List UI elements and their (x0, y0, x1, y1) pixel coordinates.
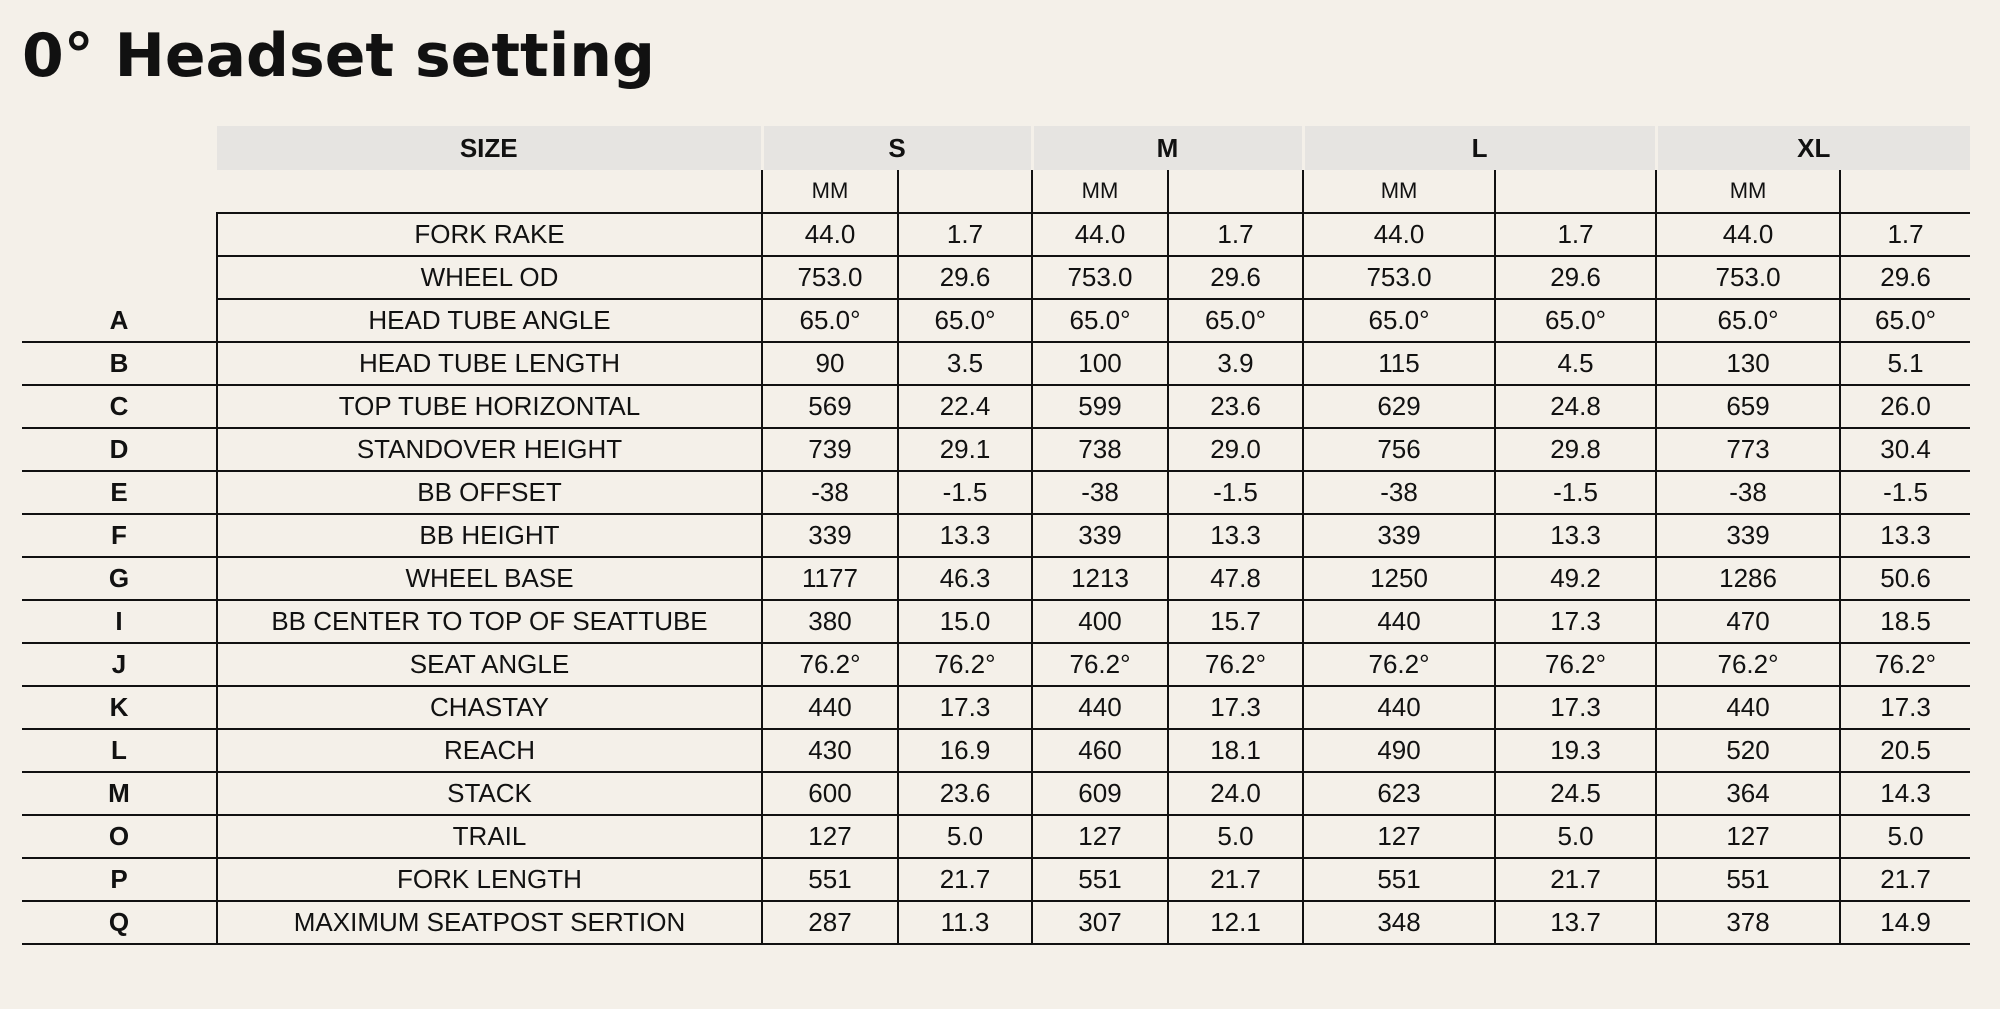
value-second-cell: 21.7 (1168, 858, 1303, 901)
row-letter: L (22, 729, 217, 772)
value-mm-cell: 307 (1032, 901, 1168, 944)
value-second-cell: 65.0° (898, 299, 1032, 342)
value-second-cell: 17.3 (1168, 686, 1303, 729)
value-mm-cell: 773 (1656, 428, 1840, 471)
value-mm-cell: -38 (1032, 471, 1168, 514)
value-mm-cell: 364 (1656, 772, 1840, 815)
value-second-cell: 46.3 (898, 557, 1032, 600)
value-mm-cell: 65.0° (1656, 299, 1840, 342)
value-second-cell: 1.7 (1495, 213, 1656, 256)
table-row (22, 901, 1970, 944)
value-mm-cell: 287 (762, 901, 898, 944)
value-mm-cell: 460 (1032, 729, 1168, 772)
value-second-cell: 65.0° (1495, 299, 1656, 342)
value-mm-cell: 551 (1303, 858, 1495, 901)
value-mm-cell: 65.0° (762, 299, 898, 342)
value-second-cell: 15.7 (1168, 600, 1303, 643)
unit-blank-cell (22, 170, 217, 213)
row-letter: M (22, 772, 217, 815)
row-letter: F (22, 514, 217, 557)
value-mm-cell: 609 (1032, 772, 1168, 815)
value-mm-cell: 551 (762, 858, 898, 901)
value-second-cell: 29.6 (1840, 256, 1970, 299)
row-letter (22, 256, 217, 299)
value-second-cell: 65.0° (1168, 299, 1303, 342)
value-mm-cell: 44.0 (1303, 213, 1495, 256)
row-measurement-name: FORK RAKE (217, 213, 762, 256)
value-mm-cell: 65.0° (1032, 299, 1168, 342)
row-letter: P (22, 858, 217, 901)
value-mm-cell: 629 (1303, 385, 1495, 428)
value-second-cell: 13.3 (1840, 514, 1970, 557)
row-letter: C (22, 385, 217, 428)
value-mm-cell: 490 (1303, 729, 1495, 772)
row-letter: Q (22, 901, 217, 944)
value-mm-cell: 380 (762, 600, 898, 643)
unit-row (22, 170, 1970, 213)
value-mm-cell: 339 (1032, 514, 1168, 557)
value-second-cell: 26.0 (1840, 385, 1970, 428)
row-letter: K (22, 686, 217, 729)
unit-mm-label: MM (762, 170, 898, 213)
unit-mm-label: MM (1303, 170, 1495, 213)
row-measurement-name: STANDOVER HEIGHT (217, 428, 762, 471)
value-second-cell: 30.4 (1840, 428, 1970, 471)
value-mm-cell: 339 (1303, 514, 1495, 557)
row-letter (22, 213, 217, 256)
value-second-cell: 24.5 (1495, 772, 1656, 815)
value-mm-cell: 569 (762, 385, 898, 428)
size-xl-header: XL (1656, 126, 1970, 170)
value-second-cell: 5.0 (1168, 815, 1303, 858)
value-second-cell: 1.7 (898, 213, 1032, 256)
value-second-cell: 14.9 (1840, 901, 1970, 944)
value-second-cell: 13.3 (1495, 514, 1656, 557)
table-row (22, 557, 1970, 600)
value-mm-cell: 348 (1303, 901, 1495, 944)
value-mm-cell: 1286 (1656, 557, 1840, 600)
value-second-cell: -1.5 (1495, 471, 1656, 514)
value-mm-cell: -38 (1303, 471, 1495, 514)
unit-second-label (898, 170, 1032, 213)
unit-name-cell (217, 170, 762, 213)
value-second-cell: 23.6 (1168, 385, 1303, 428)
value-mm-cell: 1250 (1303, 557, 1495, 600)
value-second-cell: 24.0 (1168, 772, 1303, 815)
row-measurement-name: TRAIL (217, 815, 762, 858)
value-second-cell: -1.5 (1840, 471, 1970, 514)
value-second-cell: -1.5 (1168, 471, 1303, 514)
value-second-cell: 3.9 (1168, 342, 1303, 385)
value-second-cell: 29.6 (898, 256, 1032, 299)
row-measurement-name: STACK (217, 772, 762, 815)
value-second-cell: 5.1 (1840, 342, 1970, 385)
row-letter: J (22, 643, 217, 686)
value-second-cell: 76.2° (898, 643, 1032, 686)
size-s-header: S (762, 126, 1032, 170)
value-second-cell: 18.1 (1168, 729, 1303, 772)
value-second-cell: 21.7 (1840, 858, 1970, 901)
value-mm-cell: 100 (1032, 342, 1168, 385)
value-second-cell: 29.8 (1495, 428, 1656, 471)
value-second-cell: 13.3 (898, 514, 1032, 557)
value-second-cell: 23.6 (898, 772, 1032, 815)
value-mm-cell: 551 (1032, 858, 1168, 901)
table-row (22, 772, 1970, 815)
row-measurement-name: MAXIMUM SEATPOST SERTION (217, 901, 762, 944)
value-second-cell: 5.0 (1495, 815, 1656, 858)
row-measurement-name: FORK LENGTH (217, 858, 762, 901)
value-second-cell: 17.3 (1495, 600, 1656, 643)
value-mm-cell: 339 (762, 514, 898, 557)
value-second-cell: 1.7 (1840, 213, 1970, 256)
unit-second-label (1168, 170, 1303, 213)
value-second-cell: 50.6 (1840, 557, 1970, 600)
value-mm-cell: 520 (1656, 729, 1840, 772)
table-row (22, 514, 1970, 557)
table-row (22, 471, 1970, 514)
value-second-cell: 13.7 (1495, 901, 1656, 944)
table-row (22, 299, 1970, 342)
table-row (22, 686, 1970, 729)
value-mm-cell: 599 (1032, 385, 1168, 428)
value-mm-cell: 115 (1303, 342, 1495, 385)
row-measurement-name: SEAT ANGLE (217, 643, 762, 686)
size-l-header: L (1303, 126, 1656, 170)
value-second-cell: 76.2° (1840, 643, 1970, 686)
unit-mm-label: MM (1656, 170, 1840, 213)
value-mm-cell: 756 (1303, 428, 1495, 471)
value-mm-cell: 430 (762, 729, 898, 772)
value-second-cell: 17.3 (898, 686, 1032, 729)
row-measurement-name: WHEEL BASE (217, 557, 762, 600)
value-mm-cell: 339 (1656, 514, 1840, 557)
value-second-cell: 21.7 (898, 858, 1032, 901)
value-mm-cell: 440 (762, 686, 898, 729)
value-second-cell: 76.2° (1168, 643, 1303, 686)
value-mm-cell: 130 (1656, 342, 1840, 385)
value-mm-cell: 76.2° (1303, 643, 1495, 686)
value-mm-cell: 127 (762, 815, 898, 858)
value-mm-cell: 739 (762, 428, 898, 471)
table-row (22, 815, 1970, 858)
value-second-cell: 12.1 (1168, 901, 1303, 944)
value-second-cell: 65.0° (1840, 299, 1970, 342)
value-mm-cell: 753.0 (1032, 256, 1168, 299)
row-letter: D (22, 428, 217, 471)
value-mm-cell: -38 (1656, 471, 1840, 514)
table-row (22, 858, 1970, 901)
value-mm-cell: 440 (1303, 600, 1495, 643)
row-measurement-name: BB OFFSET (217, 471, 762, 514)
row-letter: E (22, 471, 217, 514)
size-header: SIZE (217, 126, 762, 170)
value-mm-cell: 90 (762, 342, 898, 385)
value-second-cell: 17.3 (1840, 686, 1970, 729)
value-second-cell: 22.4 (898, 385, 1032, 428)
value-second-cell: 1.7 (1168, 213, 1303, 256)
value-second-cell: 13.3 (1168, 514, 1303, 557)
value-second-cell: 3.5 (898, 342, 1032, 385)
value-mm-cell: 440 (1656, 686, 1840, 729)
value-mm-cell: 600 (762, 772, 898, 815)
value-mm-cell: 440 (1303, 686, 1495, 729)
value-mm-cell: 440 (1032, 686, 1168, 729)
row-measurement-name: WHEEL OD (217, 256, 762, 299)
row-measurement-name: BB HEIGHT (217, 514, 762, 557)
value-second-cell: 20.5 (1840, 729, 1970, 772)
table-row (22, 385, 1970, 428)
value-second-cell: 4.5 (1495, 342, 1656, 385)
row-letter: G (22, 557, 217, 600)
value-second-cell: 49.2 (1495, 557, 1656, 600)
value-mm-cell: 659 (1656, 385, 1840, 428)
table-row (22, 342, 1970, 385)
geometry-table (22, 126, 1970, 945)
value-mm-cell: 127 (1656, 815, 1840, 858)
value-mm-cell: 753.0 (1303, 256, 1495, 299)
table-row (22, 643, 1970, 686)
value-mm-cell: 76.2° (1032, 643, 1168, 686)
size-header-row (22, 126, 1970, 170)
row-measurement-name: HEAD TUBE ANGLE (217, 299, 762, 342)
header-blank-cell (22, 126, 217, 170)
value-mm-cell: 400 (1032, 600, 1168, 643)
table-row (22, 428, 1970, 471)
table-row (22, 600, 1970, 643)
value-second-cell: 29.6 (1168, 256, 1303, 299)
row-measurement-name: BB CENTER TO TOP OF SEATTUBE (217, 600, 762, 643)
unit-second-label (1840, 170, 1970, 213)
value-second-cell: 19.3 (1495, 729, 1656, 772)
value-second-cell: -1.5 (898, 471, 1032, 514)
page-title: 0° Headset setting (22, 21, 655, 91)
value-mm-cell: 76.2° (762, 643, 898, 686)
value-mm-cell: 738 (1032, 428, 1168, 471)
row-measurement-name: CHASTAY (217, 686, 762, 729)
value-second-cell: 29.1 (898, 428, 1032, 471)
value-second-cell: 14.3 (1840, 772, 1970, 815)
table-row (22, 213, 1970, 256)
value-second-cell: 21.7 (1495, 858, 1656, 901)
row-measurement-name: REACH (217, 729, 762, 772)
value-second-cell: 29.0 (1168, 428, 1303, 471)
value-second-cell: 76.2° (1495, 643, 1656, 686)
size-m-header: M (1032, 126, 1303, 170)
value-mm-cell: 1213 (1032, 557, 1168, 600)
value-second-cell: 29.6 (1495, 256, 1656, 299)
unit-second-label (1495, 170, 1656, 213)
value-mm-cell: 378 (1656, 901, 1840, 944)
value-mm-cell: -38 (762, 471, 898, 514)
value-mm-cell: 1177 (762, 557, 898, 600)
value-mm-cell: 44.0 (762, 213, 898, 256)
row-letter: A (22, 299, 217, 342)
row-letter: O (22, 815, 217, 858)
value-second-cell: 16.9 (898, 729, 1032, 772)
value-second-cell: 47.8 (1168, 557, 1303, 600)
value-mm-cell: 551 (1656, 858, 1840, 901)
value-mm-cell: 127 (1303, 815, 1495, 858)
value-second-cell: 17.3 (1495, 686, 1656, 729)
table-row (22, 729, 1970, 772)
value-second-cell: 18.5 (1840, 600, 1970, 643)
table-row (22, 256, 1970, 299)
row-letter: I (22, 600, 217, 643)
value-second-cell: 15.0 (898, 600, 1032, 643)
unit-mm-label: MM (1032, 170, 1168, 213)
value-mm-cell: 753.0 (762, 256, 898, 299)
value-mm-cell: 623 (1303, 772, 1495, 815)
value-second-cell: 5.0 (1840, 815, 1970, 858)
value-mm-cell: 753.0 (1656, 256, 1840, 299)
value-mm-cell: 65.0° (1303, 299, 1495, 342)
geometry-table-body (22, 213, 1970, 944)
value-mm-cell: 76.2° (1656, 643, 1840, 686)
value-second-cell: 5.0 (898, 815, 1032, 858)
value-mm-cell: 44.0 (1032, 213, 1168, 256)
value-mm-cell: 44.0 (1656, 213, 1840, 256)
row-measurement-name: TOP TUBE HORIZONTAL (217, 385, 762, 428)
value-mm-cell: 127 (1032, 815, 1168, 858)
value-second-cell: 24.8 (1495, 385, 1656, 428)
value-mm-cell: 470 (1656, 600, 1840, 643)
value-second-cell: 11.3 (898, 901, 1032, 944)
row-measurement-name: HEAD TUBE LENGTH (217, 342, 762, 385)
row-letter: B (22, 342, 217, 385)
